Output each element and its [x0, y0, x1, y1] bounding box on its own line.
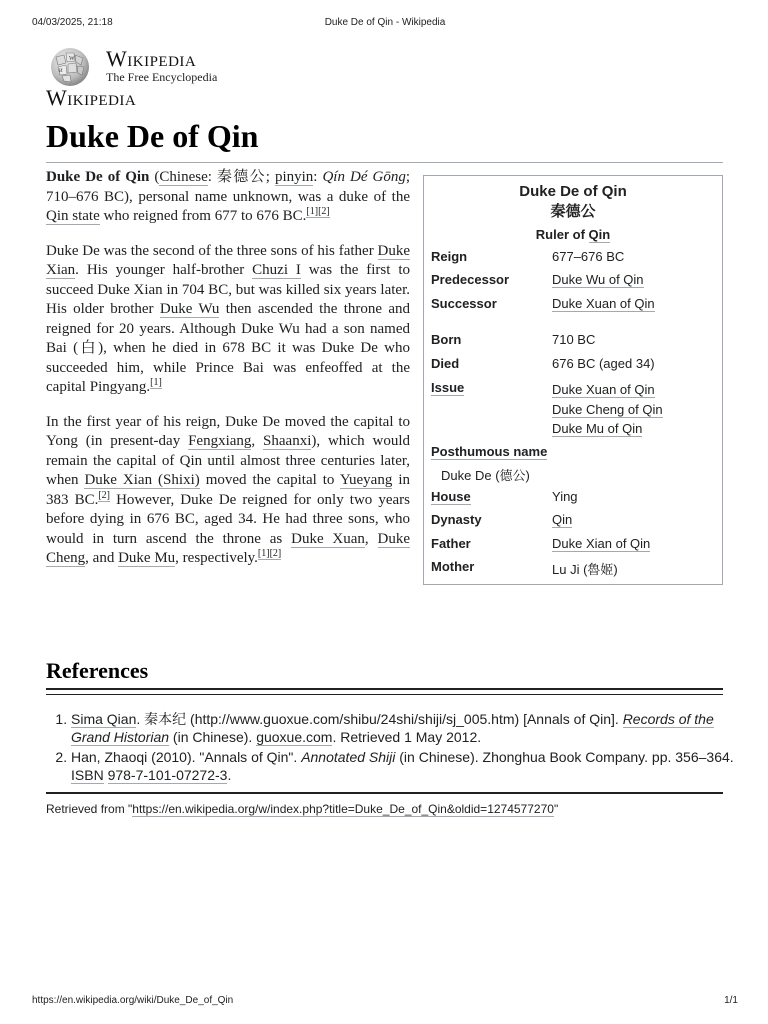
link-isbn[interactable]: ISBN	[71, 767, 104, 783]
text: Han, Zhaoqi (2010). "Annals of Qin".	[71, 749, 302, 765]
infobox-row-dynasty	[431, 512, 716, 532]
infobox-title-english: Duke De of Qin	[519, 183, 627, 200]
print-footer	[32, 995, 738, 1009]
link-predecessor[interactable]: Duke Wu of Qin	[552, 272, 644, 287]
infobox-subtitle	[424, 227, 722, 242]
link-qin-state[interactable]: Qin state	[46, 208, 100, 224]
link-father[interactable]: Duke Xian of Qin	[552, 536, 651, 551]
text: moved the capital to	[199, 472, 340, 488]
article-body	[46, 168, 410, 584]
text	[104, 767, 108, 783]
text: was the first to succeed Duke Xian in 704 BC, but was killed six years later. His older brother	[46, 262, 411, 317]
text: "	[553, 802, 559, 816]
text: . Retrieved 1 May 2012.	[332, 729, 482, 745]
link-issue-3[interactable]: Duke Mu of Qin	[552, 421, 643, 436]
link-successor[interactable]: Duke Xuan of Qin	[552, 296, 655, 311]
link-posthumous-name[interactable]: Posthumous name	[431, 444, 548, 459]
text: ; 710–676 BC), personal name unknown, was a duke of the	[46, 169, 410, 205]
wordmark: Wikipedia	[106, 46, 197, 71]
infobox-row-born	[431, 332, 716, 352]
value: Lu Ji (魯姬)	[552, 562, 618, 577]
references-divider-thin	[46, 694, 723, 695]
label: Father	[431, 536, 471, 551]
svg-text:И: И	[59, 69, 63, 74]
link-pinyin[interactable]: pinyin	[274, 169, 314, 185]
print-page-number: 1/1	[724, 995, 738, 1006]
reference-item	[71, 710, 747, 746]
text: In the first year of his reign, Duke De moved the capital to Yong (in present-day	[46, 413, 410, 449]
link-issue-1[interactable]: Duke Xuan of Qin	[552, 382, 655, 397]
citation-link[interactable]: [2]	[269, 548, 282, 559]
text: in 383 BC.	[46, 472, 410, 508]
text: ,	[364, 530, 378, 547]
value: 676 BC (aged 34)	[552, 356, 655, 371]
text: (	[149, 169, 160, 185]
label: Mother	[431, 559, 475, 574]
label: Successor	[431, 296, 497, 311]
svg-text:W: W	[69, 56, 75, 62]
wikipedia-globe-icon	[46, 45, 96, 87]
infobox-row-mother	[431, 559, 716, 579]
infobox-row-reign	[431, 249, 716, 269]
infobox-row-died	[431, 356, 716, 376]
print-datetime: 04/03/2025, 21:18	[32, 17, 113, 28]
citation-link[interactable]: [1]	[306, 206, 319, 217]
work-title: Annotated Shiji	[301, 749, 396, 765]
text: , respectively.	[175, 550, 258, 566]
link-duke-cheng[interactable]: Duke Cheng	[46, 530, 411, 566]
link-chinese[interactable]: Chinese	[159, 169, 208, 185]
text: ), which would remain the capital of Qin until almost three centuries later, when	[46, 433, 411, 488]
wordmark-large: Wikipedia	[46, 85, 137, 110]
link-yueyang[interactable]: Yueyang	[339, 472, 393, 488]
title-divider	[46, 162, 723, 163]
text: However, Duke De reigned for only two years before dying in 676 BC, aged 34. He had three sons, who would in turn ascend the throne as	[46, 491, 411, 547]
pinyin-text: Qín Dé Gōng	[322, 169, 406, 185]
infobox-row-posthumous	[431, 444, 716, 464]
text: who reigned from 677 to 676 BC.	[99, 208, 307, 224]
paragraph-1	[46, 168, 410, 227]
link-shaanxi[interactable]: Shaanxi	[263, 433, 312, 449]
infobox-row-successor	[431, 296, 716, 316]
link-qin[interactable]: Qin	[588, 227, 611, 242]
issue-list	[552, 380, 663, 439]
label: Born	[431, 332, 462, 347]
link-guoxue[interactable]: guoxue.com	[256, 729, 333, 745]
references-list	[46, 710, 747, 786]
link-duke-xian-shixi[interactable]: Duke Xian (Shixi)	[84, 472, 200, 488]
infobox-row-predecessor	[431, 272, 716, 292]
text: Duke De was the second of the three sons of his father	[46, 242, 378, 259]
link-sima-qian[interactable]: Sima Qian	[71, 711, 137, 727]
footer-divider	[46, 792, 723, 794]
citation-link[interactable]: [1]	[150, 377, 162, 388]
label: Predecessor	[431, 272, 510, 287]
link-duke-xuan[interactable]: Duke Xuan	[291, 530, 365, 547]
infobox-title-chinese: 秦德公	[550, 203, 596, 220]
label: Died	[431, 356, 460, 371]
wikipedia-logo[interactable]	[46, 43, 266, 113]
value: 677–676 BC	[552, 249, 625, 264]
link-duke-xian[interactable]: Duke Xian	[46, 242, 410, 278]
infobox-row-house	[431, 489, 716, 509]
link-chuzi[interactable]: Chuzi I	[252, 262, 301, 278]
text: . 秦本纪 (http://www.guoxue.com/shibu/24shi/shiji/sj_005.htm) [Annals of Qin].	[136, 711, 623, 727]
infobox-title	[424, 182, 722, 222]
infobox-row-issue	[431, 380, 716, 440]
text: (in Chinese).	[169, 729, 257, 745]
label: Reign	[431, 249, 468, 264]
link-house[interactable]: House	[431, 489, 471, 504]
link-fengxiang[interactable]: Fengxiang	[188, 433, 252, 449]
link-isbn-number[interactable]: 978-7-101-07272-3	[107, 767, 228, 783]
label: Dynasty	[431, 512, 482, 527]
lead-bold-name: Duke De of Qin	[46, 169, 150, 185]
retrieved-from	[46, 802, 558, 816]
text: , and	[85, 550, 119, 566]
tagline: The Free Encyclopedia	[106, 70, 218, 84]
infobox	[423, 175, 723, 585]
references-heading: References	[46, 658, 149, 683]
reference-item	[71, 748, 747, 784]
text: Ruler of	[535, 227, 589, 242]
link-dynasty[interactable]: Qin	[552, 512, 573, 527]
infobox-posthumous-value	[441, 465, 716, 485]
text: ,	[251, 433, 264, 449]
citation-link[interactable]: [1]	[257, 548, 270, 559]
infobox-row-father	[431, 536, 716, 556]
link-records[interactable]: Records of the Grand Historian	[71, 711, 714, 745]
print-url: https://en.wikipedia.org/wiki/Duke_De_of_Qin	[32, 995, 234, 1006]
citation	[258, 548, 281, 560]
value: 710 BC	[552, 332, 596, 347]
text: Retrieved from "	[46, 802, 133, 816]
citation-link[interactable]: [2]	[98, 489, 111, 501]
citation	[98, 490, 110, 502]
citation-link[interactable]: [2]	[318, 206, 330, 217]
print-doc-title: Duke De of Qin - Wikipedia	[324, 17, 446, 28]
link-issue-2[interactable]: Duke Cheng of Qin	[552, 401, 663, 417]
link-duke-wu[interactable]: Duke Wu	[159, 301, 220, 317]
text: . His younger half-brother	[75, 262, 253, 278]
text: (in Chinese). Zhonghua Book Company. pp. 356–364.	[395, 749, 734, 765]
print-header	[32, 17, 738, 31]
citation	[306, 206, 329, 218]
link-issue[interactable]: Issue	[431, 380, 465, 395]
text: .	[227, 767, 232, 783]
references-divider	[46, 688, 723, 690]
paragraph-2	[46, 242, 410, 398]
page-title: Duke De of Qin	[46, 118, 259, 154]
paragraph-3	[46, 413, 410, 569]
value: Duke De (德公)	[441, 468, 530, 483]
text: : 秦德公;	[207, 169, 275, 185]
text: then ascended the throne and reigned for 20 years. Although Duke Wu had a son named Bai (白), when he died in 678 BC it was Duke De who succeeded him, while Prince Bai was enfeoffed at the capital Pingyang.	[46, 301, 410, 395]
citation	[150, 377, 162, 389]
link-duke-mu[interactable]: Duke Mu	[118, 550, 176, 566]
value: Ying	[552, 489, 578, 504]
text: :	[313, 169, 323, 185]
link-permanent-url[interactable]: https://en.wikipedia.org/w/index.php?title=Duke_De_of_Qin&oldid=1274577270	[132, 802, 554, 816]
